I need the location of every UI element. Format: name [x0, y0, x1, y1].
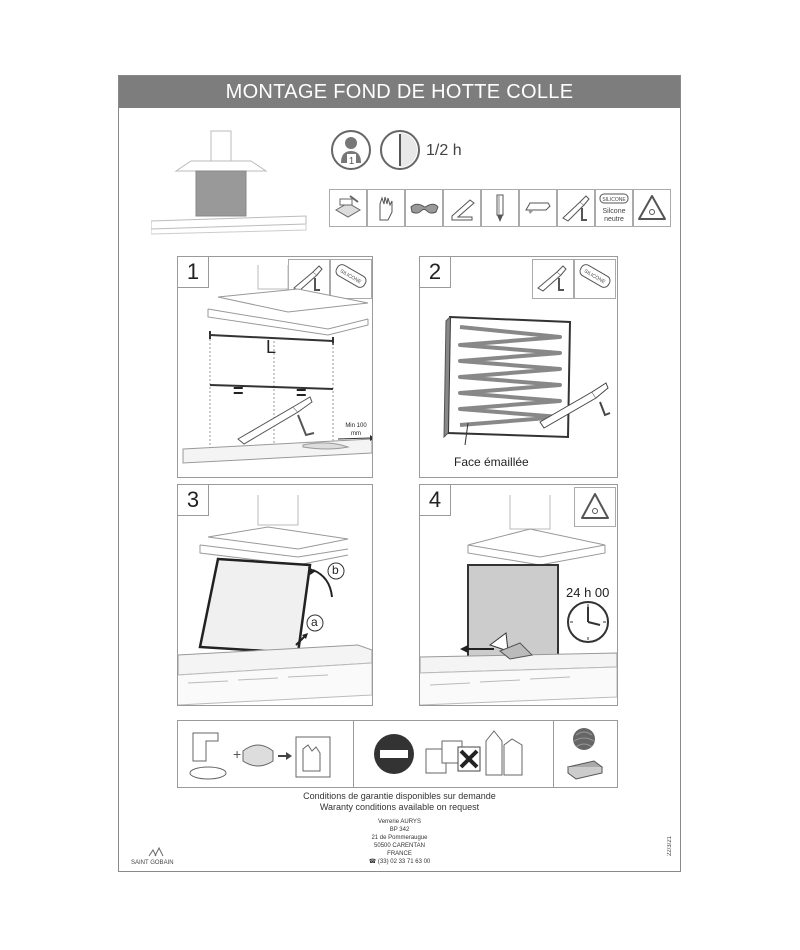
step-2-illustration	[420, 257, 617, 477]
step-b-marker: b	[332, 563, 339, 577]
step-2-panel	[419, 256, 618, 478]
phone-number: (33) 02 33 71 63 00	[377, 859, 431, 865]
svg-text:SILICONE: SILICONE	[582, 268, 607, 286]
step-1-illustration	[178, 257, 372, 477]
prohibited-products-illustration	[354, 721, 553, 787]
equal-mark-left: =	[233, 381, 244, 401]
phone-line	[119, 858, 680, 866]
clean-with-soap-cloth-illustration	[178, 721, 353, 787]
step-3-illustration	[178, 485, 372, 705]
length-label: L	[266, 337, 277, 357]
min-distance-label: Min 100 mm	[345, 423, 367, 437]
date-code: 22/3/21	[667, 836, 673, 857]
step-number: 4	[420, 485, 451, 516]
no-abrasive-sponge-illustration	[554, 721, 617, 787]
svg-text:1: 1	[348, 156, 355, 167]
pencil-icon	[482, 190, 518, 226]
tool-gloves	[367, 189, 405, 227]
tool-silicone	[595, 189, 633, 227]
tool-caulking-gun	[557, 189, 595, 227]
tool-glasses	[405, 189, 443, 227]
curing-time-label: 24 h 00	[566, 585, 610, 600]
step-a-marker: a	[311, 615, 318, 629]
instruction-sheet	[118, 75, 681, 872]
address-block	[119, 818, 680, 866]
address-line: BP 342	[389, 827, 410, 833]
address-line: 21 de Pommeraugue	[371, 835, 428, 841]
svg-text:SILICONE: SILICONE	[338, 268, 363, 286]
duration-label: 1/2 h	[426, 142, 462, 159]
silicone-tube-icon	[596, 190, 632, 226]
square-ruler-icon	[444, 190, 480, 226]
caulking-gun-icon	[558, 190, 594, 226]
svg-text:Silcone: Silcone	[602, 208, 626, 215]
saint-gobain-logo-icon	[131, 846, 181, 858]
warranty-en: Waranty conditions available on request	[319, 802, 480, 812]
equal-mark-right: =	[296, 383, 307, 403]
enamelled-face-caption: Face émaillée	[454, 455, 529, 469]
phone-icon: ☎	[368, 859, 377, 865]
address-line: 50500 CARENTAN	[374, 843, 425, 849]
step-number: 3	[178, 485, 209, 516]
brand-name: SAINT GOBAIN	[131, 860, 174, 866]
address-line: FRANCE	[387, 851, 412, 857]
toolbox-icon	[330, 190, 366, 226]
warranty-fr: Conditions de garantie disponibles sur demande	[303, 791, 496, 801]
spatula-icon	[634, 190, 670, 226]
tool-spatula	[633, 189, 671, 227]
svg-text:SILICONE: SILICONE	[602, 197, 626, 203]
step-number: 1	[178, 257, 209, 288]
maintenance-panel	[177, 720, 618, 788]
step-3-panel	[177, 484, 373, 706]
half-hour-clock-icon	[379, 129, 421, 171]
cutter-icon	[520, 190, 556, 226]
tool-cutter	[519, 189, 557, 227]
tool-toolbox	[329, 189, 367, 227]
svg-text:neutre: neutre	[604, 216, 624, 223]
one-person-icon	[330, 129, 372, 171]
tool-square	[443, 189, 481, 227]
svg-text:+: +	[233, 746, 242, 762]
step-4-panel	[419, 484, 618, 706]
safety-glasses-icon	[406, 190, 442, 226]
tools-row	[329, 189, 669, 229]
address-line: Verrerie AURYS	[378, 819, 421, 825]
step-number: 2	[420, 257, 451, 288]
hood-backsplash-illustration	[151, 126, 311, 236]
page-title: MONTAGE FOND DE HOTTE COLLE	[119, 76, 680, 108]
gloves-icon	[368, 190, 404, 226]
step-1-panel	[177, 256, 373, 478]
tool-pencil	[481, 189, 519, 227]
